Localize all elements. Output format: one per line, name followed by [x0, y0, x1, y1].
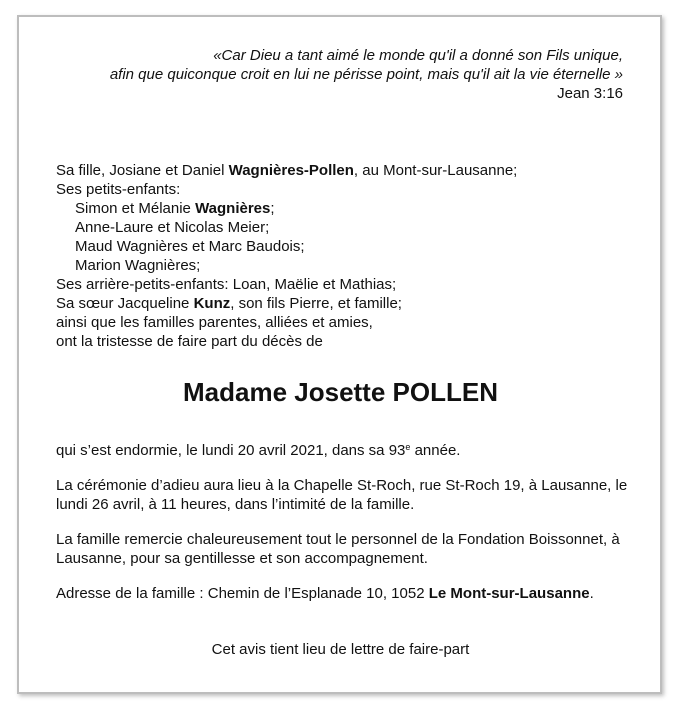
address-city: Le Mont-sur-Lausanne — [428, 585, 590, 602]
daughter-suffix: , au Mont-sur-Lausanne; — [353, 162, 518, 179]
sister-suffix: , son fils Pierre, et famille; — [230, 295, 402, 312]
sister-line — [56, 294, 517, 313]
grandchild-1-name: Wagnières — [195, 200, 271, 217]
great-grandchildren-line: Ses arrière-petits-enfants: Loan, Maëlie et Mathias; — [56, 276, 397, 293]
daughter-name: Wagnières-Pollen — [228, 162, 354, 179]
quote-line-1: «Car Dieu a tant aimé le monde qu'il a donné son Fils unique, — [213, 47, 623, 64]
relatives-line: ainsi que les familles parentes, alliées et amies, — [56, 314, 373, 331]
grandchildren-heading: Ses petits-enfants: — [56, 181, 181, 198]
death-suffix: année. — [410, 442, 461, 459]
grandchild-line-2: Anne-Laure et Nicolas Meier; — [75, 219, 270, 236]
death-paragraph — [56, 441, 641, 460]
thanks-paragraph: La famille remercie chaleureusement tout le personnel de la Fondation Boissonnet, à Lausanne, pour sa gentillesse et son accompagnement. — [56, 531, 620, 567]
sister-prefix: Sa sœur Jacqueline — [56, 295, 194, 312]
quote-reference: Jean 3:16 — [557, 85, 623, 102]
grandchild-1-prefix: Simon et Mélanie — [75, 200, 196, 217]
footer-note: Cet avis tient lieu de lettre de faire-part — [211, 641, 470, 658]
deceased-name: Madame Josette POLLEN — [183, 377, 498, 407]
address-paragraph — [56, 584, 641, 603]
grandchild-line-4: Marion Wagnières; — [75, 257, 201, 274]
address-suffix: . — [589, 585, 594, 602]
grandchild-1-suffix: ; — [270, 200, 275, 217]
ceremony-paragraph: La cérémonie d’adieu aura lieu à la Chapelle St-Roch, rue St-Roch 19, à Lausanne, le lundi 26 avril, à 11 heures, dans l’intimité de la famille. — [56, 477, 628, 513]
ordinal-suffix: e — [405, 442, 411, 452]
daughter-prefix: Sa fille, Josiane et Daniel — [56, 162, 229, 179]
family-list — [56, 161, 517, 351]
announcement-line: ont la tristesse de faire part du décès de — [56, 333, 323, 350]
death-prefix: qui s’est endormie, le lundi 20 avril 2021, dans sa 93 — [56, 442, 406, 459]
bible-quote — [110, 46, 623, 103]
daughter-line — [56, 161, 517, 180]
sister-name: Kunz — [193, 295, 231, 312]
notice-body — [56, 441, 641, 619]
grandchild-line-1 — [56, 199, 517, 218]
address-prefix: Adresse de la famille : Chemin de l’Esplanade 10, 1052 — [56, 585, 429, 602]
quote-line-2: afin que quiconque croit en lui ne périsse point, mais qu'il ait la vie éternelle » — [109, 66, 623, 83]
grandchild-line-3: Maud Wagnières et Marc Baudois; — [75, 238, 305, 255]
